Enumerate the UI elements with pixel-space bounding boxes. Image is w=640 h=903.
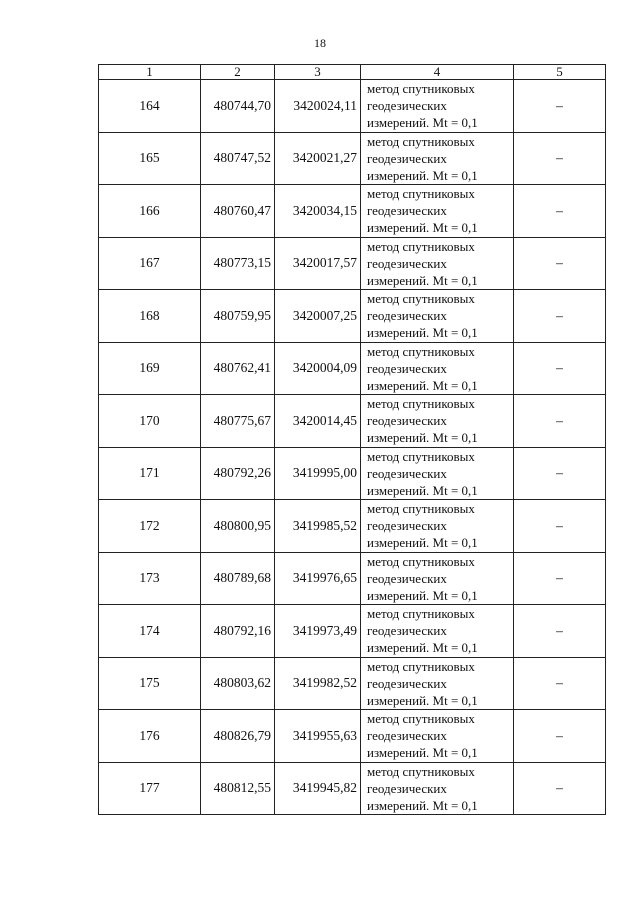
y-coordinate-cell: 3420021,27	[275, 132, 361, 185]
method-line: геодезических	[367, 570, 447, 586]
point-number-cell: 168	[99, 290, 201, 343]
table-row	[99, 185, 606, 238]
method-line: геодезических	[367, 203, 447, 219]
method-line: метод спутниковых	[367, 553, 475, 569]
x-coordinate-cell: 480792,26	[201, 447, 275, 500]
method-line: метод спутниковых	[367, 711, 475, 727]
method-cell	[361, 447, 514, 500]
table-row	[99, 447, 606, 500]
note-cell: –	[514, 657, 606, 710]
point-number-cell: 170	[99, 395, 201, 448]
table-row	[99, 710, 606, 763]
method-line: метод спутниковых	[367, 133, 475, 149]
y-coordinate-cell: 3419973,49	[275, 605, 361, 658]
point-number-cell: 166	[99, 185, 201, 238]
note-cell: –	[514, 500, 606, 553]
x-coordinate-cell: 480826,79	[201, 710, 275, 763]
method-line: метод спутниковых	[367, 186, 475, 202]
method-line: измерений. Mt = 0,1	[367, 115, 478, 131]
table-row	[99, 132, 606, 185]
note-cell: –	[514, 552, 606, 605]
table-row	[99, 500, 606, 553]
table-row	[99, 395, 606, 448]
note-cell: –	[514, 447, 606, 500]
method-line: геодезических	[367, 780, 447, 796]
page-number: 18	[314, 36, 326, 50]
method-line: геодезических	[367, 150, 447, 166]
x-coordinate-cell: 480803,62	[201, 657, 275, 710]
table-row	[99, 342, 606, 395]
method-line: измерений. Mt = 0,1	[367, 325, 478, 341]
method-line: метод спутниковых	[367, 291, 475, 307]
x-coordinate-cell: 480792,16	[201, 605, 275, 658]
column-header-4: 4	[361, 65, 514, 80]
x-coordinate-cell: 480759,95	[201, 290, 275, 343]
note-cell: –	[514, 762, 606, 815]
method-line: измерений. Mt = 0,1	[367, 430, 478, 446]
method-cell	[361, 500, 514, 553]
point-number-cell: 177	[99, 762, 201, 815]
x-coordinate-cell: 480747,52	[201, 132, 275, 185]
x-coordinate-cell: 480760,47	[201, 185, 275, 238]
note-cell: –	[514, 290, 606, 343]
point-number-cell: 164	[99, 80, 201, 133]
method-cell	[361, 185, 514, 238]
note-cell: –	[514, 80, 606, 133]
method-cell	[361, 342, 514, 395]
method-line: геодезических	[367, 623, 447, 639]
point-number-cell: 173	[99, 552, 201, 605]
note-cell: –	[514, 185, 606, 238]
x-coordinate-cell: 480773,15	[201, 237, 275, 290]
method-line: метод спутниковых	[367, 448, 475, 464]
table-row	[99, 657, 606, 710]
point-number-cell: 175	[99, 657, 201, 710]
point-number-cell: 167	[99, 237, 201, 290]
x-coordinate-cell: 480812,55	[201, 762, 275, 815]
point-number-cell: 171	[99, 447, 201, 500]
method-cell	[361, 710, 514, 763]
note-cell: –	[514, 342, 606, 395]
x-coordinate-cell: 480800,95	[201, 500, 275, 553]
y-coordinate-cell: 3419945,82	[275, 762, 361, 815]
method-line: метод спутниковых	[367, 501, 475, 517]
note-cell: –	[514, 710, 606, 763]
method-line: геодезических	[367, 518, 447, 534]
method-cell	[361, 237, 514, 290]
method-cell	[361, 80, 514, 133]
point-number-cell: 165	[99, 132, 201, 185]
column-header-3: 3	[275, 65, 361, 80]
method-line: геодезических	[367, 98, 447, 114]
method-cell	[361, 605, 514, 658]
method-line: измерений. Mt = 0,1	[367, 220, 478, 236]
y-coordinate-cell: 3420007,25	[275, 290, 361, 343]
table-row	[99, 290, 606, 343]
method-line: геодезических	[367, 675, 447, 691]
method-line: геодезических	[367, 255, 447, 271]
table-row	[99, 762, 606, 815]
method-line: метод спутниковых	[367, 238, 475, 254]
method-line: измерений. Mt = 0,1	[367, 272, 478, 288]
method-line: измерений. Mt = 0,1	[367, 377, 478, 393]
method-line: геодезических	[367, 465, 447, 481]
table-row	[99, 237, 606, 290]
table-row	[99, 80, 606, 133]
y-coordinate-cell: 3419955,63	[275, 710, 361, 763]
table-row	[99, 552, 606, 605]
y-coordinate-cell: 3419982,52	[275, 657, 361, 710]
method-line: измерений. Mt = 0,1	[367, 535, 478, 551]
method-line: метод спутниковых	[367, 763, 475, 779]
x-coordinate-cell: 480789,68	[201, 552, 275, 605]
method-line: измерений. Mt = 0,1	[367, 167, 478, 183]
y-coordinate-cell: 3420024,11	[275, 80, 361, 133]
method-cell	[361, 657, 514, 710]
x-coordinate-cell: 480762,41	[201, 342, 275, 395]
method-line: измерений. Mt = 0,1	[367, 587, 478, 603]
y-coordinate-cell: 3420004,09	[275, 342, 361, 395]
method-line: измерений. Mt = 0,1	[367, 797, 478, 813]
y-coordinate-cell: 3420034,15	[275, 185, 361, 238]
note-cell: –	[514, 395, 606, 448]
method-line: геодезических	[367, 308, 447, 324]
method-line: измерений. Mt = 0,1	[367, 482, 478, 498]
point-number-cell: 176	[99, 710, 201, 763]
x-coordinate-cell: 480744,70	[201, 80, 275, 133]
column-header-1: 1	[99, 65, 201, 80]
method-line: геодезических	[367, 360, 447, 376]
method-cell	[361, 132, 514, 185]
y-coordinate-cell: 3419985,52	[275, 500, 361, 553]
note-cell: –	[514, 237, 606, 290]
y-coordinate-cell: 3419995,00	[275, 447, 361, 500]
method-cell	[361, 762, 514, 815]
point-number-cell: 172	[99, 500, 201, 553]
method-line: метод спутниковых	[367, 81, 475, 97]
column-header-2: 2	[201, 65, 275, 80]
method-cell	[361, 395, 514, 448]
table-header-row	[99, 65, 606, 80]
y-coordinate-cell: 3420017,57	[275, 237, 361, 290]
coordinates-table	[98, 64, 606, 815]
note-cell: –	[514, 132, 606, 185]
x-coordinate-cell: 480775,67	[201, 395, 275, 448]
method-line: метод спутниковых	[367, 658, 475, 674]
table-body	[99, 80, 606, 815]
column-header-5: 5	[514, 65, 606, 80]
method-line: метод спутниковых	[367, 343, 475, 359]
method-line: измерений. Mt = 0,1	[367, 692, 478, 708]
method-line: метод спутниковых	[367, 396, 475, 412]
note-cell: –	[514, 605, 606, 658]
method-line: измерений. Mt = 0,1	[367, 745, 478, 761]
method-line: геодезических	[367, 413, 447, 429]
point-number-cell: 169	[99, 342, 201, 395]
point-number-cell: 174	[99, 605, 201, 658]
y-coordinate-cell: 3420014,45	[275, 395, 361, 448]
y-coordinate-cell: 3419976,65	[275, 552, 361, 605]
method-line: измерений. Mt = 0,1	[367, 640, 478, 656]
method-cell	[361, 552, 514, 605]
table-row	[99, 605, 606, 658]
method-line: геодезических	[367, 728, 447, 744]
method-cell	[361, 290, 514, 343]
method-line: метод спутниковых	[367, 606, 475, 622]
